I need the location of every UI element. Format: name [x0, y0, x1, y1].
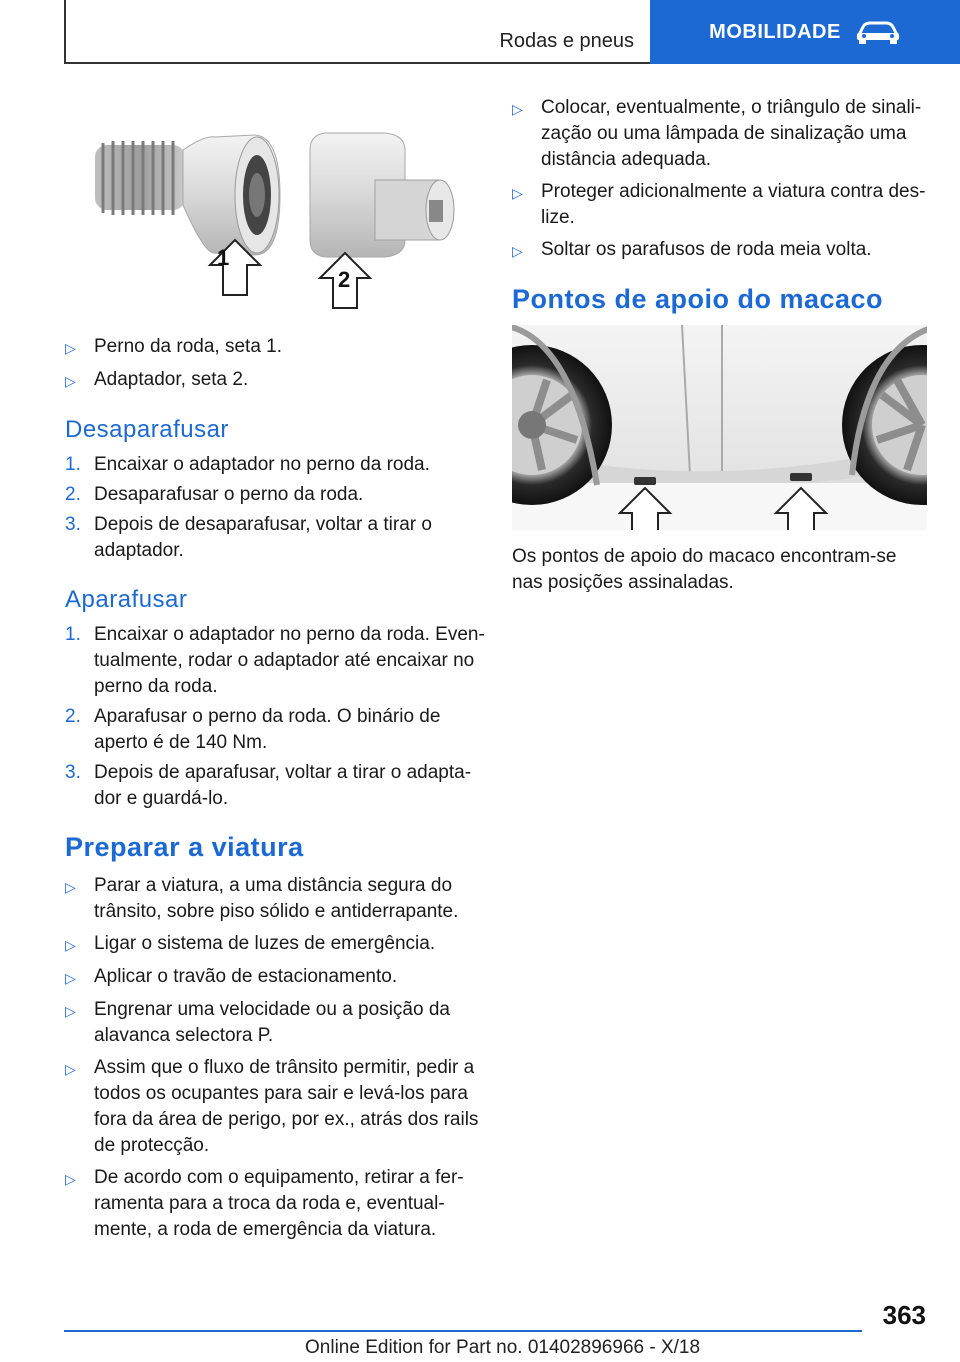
- bullet-triangle-icon: ▷: [65, 879, 76, 895]
- step-item: 1. Encaixar o adaptador no perno da roda.: [65, 454, 430, 475]
- footer-rule: [64, 1330, 862, 1332]
- wheel-bolt-figure: [65, 95, 485, 320]
- jack-points-illustration: [512, 325, 927, 530]
- list-item: ▷ Assim que o fluxo de trânsito permitir, pedir a todos os ocupantes para sair e levá-los para fora da área de perigo, por ex., atrás dos rails de protecção.: [65, 1055, 485, 1159]
- adapter: [310, 133, 454, 257]
- step-item: 2. Desaparafusar o perno da roda.: [65, 484, 364, 505]
- bullet-triangle-icon: ▷: [512, 101, 523, 117]
- bullet-triangle-icon: ▷: [512, 185, 523, 201]
- right-column: [512, 95, 927, 596]
- car-icon: [855, 19, 901, 45]
- arrow-label-1: 1: [217, 245, 230, 270]
- list-item: ▷ Parar a viatura, a uma distância segura do trânsito, sobre piso sólido e antiderrapante.: [65, 873, 485, 925]
- step-item: 3. Depois de desaparafusar, voltar a tirar o adaptador.: [65, 514, 432, 561]
- bolt-thread: [95, 141, 185, 215]
- left-column: [65, 95, 485, 1249]
- figure-bullet: ▷ Perno da roda, seta 1.: [65, 334, 485, 361]
- section-title: Rodas e pneus: [499, 30, 634, 52]
- heading-desaparafusar: Desaparafusar: [65, 416, 229, 443]
- heading-preparar-viatura: Preparar a viatura: [65, 832, 304, 862]
- bullet-triangle-icon: ▷: [65, 1171, 76, 1187]
- list-item: ▷ De acordo com o equipamento, retirar a ferramenta para a troca da roda e, eventualmente, a roda de emergência da viatura.: [65, 1165, 485, 1243]
- list-item: ▷ Proteger adicionalmente a viatura contra deslize.: [512, 179, 927, 231]
- jack-points-figure: [512, 325, 927, 530]
- heading-pontos-apoio: Pontos de apoio do macaco: [512, 284, 884, 314]
- step-item: 3. Depois de aparafusar, voltar a tirar o adaptador e guardá-lo.: [65, 762, 472, 809]
- bullet-triangle-icon: ▷: [65, 1003, 76, 1019]
- jack-points-text: Os pontos de apoio do macaco encontram-se nas posições assinaladas.: [512, 546, 897, 593]
- header-left-rule: [64, 0, 66, 64]
- arrow-label-2: 2: [338, 267, 351, 292]
- bullet-triangle-icon: ▷: [65, 373, 76, 389]
- wheel-bolt-illustration: [65, 95, 485, 320]
- list-item: ▷ Aplicar o travão de estacionamento.: [65, 964, 485, 991]
- step-item: 1. Encaixar o adaptador no perno da roda. Eventualmente, rodar o adaptador até encaixar no perno da roda.: [65, 624, 485, 697]
- page-number: 363: [882, 1300, 926, 1330]
- list-item: ▷ Soltar os parafusos de roda meia volta.: [512, 237, 927, 264]
- step-item: 2. Aparafusar o perno da roda. O binário de aperto é de 140 Nm.: [65, 706, 441, 753]
- header-bottom-rule: [64, 62, 650, 64]
- list-item: ▷ Colocar, eventualmente, o triângulo de sinalização ou uma lâmpada de sinalização uma distância adequada.: [512, 95, 927, 173]
- figure-bullet: ▷ Adaptador, seta 2.: [65, 367, 485, 394]
- bullet-triangle-icon: ▷: [65, 340, 76, 356]
- list-item: ▷ Ligar o sistema de luzes de emergência.: [65, 931, 485, 958]
- bullet-triangle-icon: ▷: [65, 937, 76, 953]
- bullet-triangle-icon: ▷: [65, 1061, 76, 1077]
- chapter-tab-label: MOBILIDADE: [709, 20, 841, 43]
- bullet-triangle-icon: ▷: [65, 970, 76, 986]
- edition-text: Online Edition for Part no. 01402896966 - X/18: [305, 1337, 701, 1358]
- list-item: ▷ Engrenar uma velocidade ou a posição da alavanca selectora P.: [65, 997, 485, 1049]
- bullet-triangle-icon: ▷: [512, 243, 523, 259]
- chapter-tab[interactable]: [650, 0, 960, 64]
- heading-aparafusar: Aparafusar: [65, 586, 188, 613]
